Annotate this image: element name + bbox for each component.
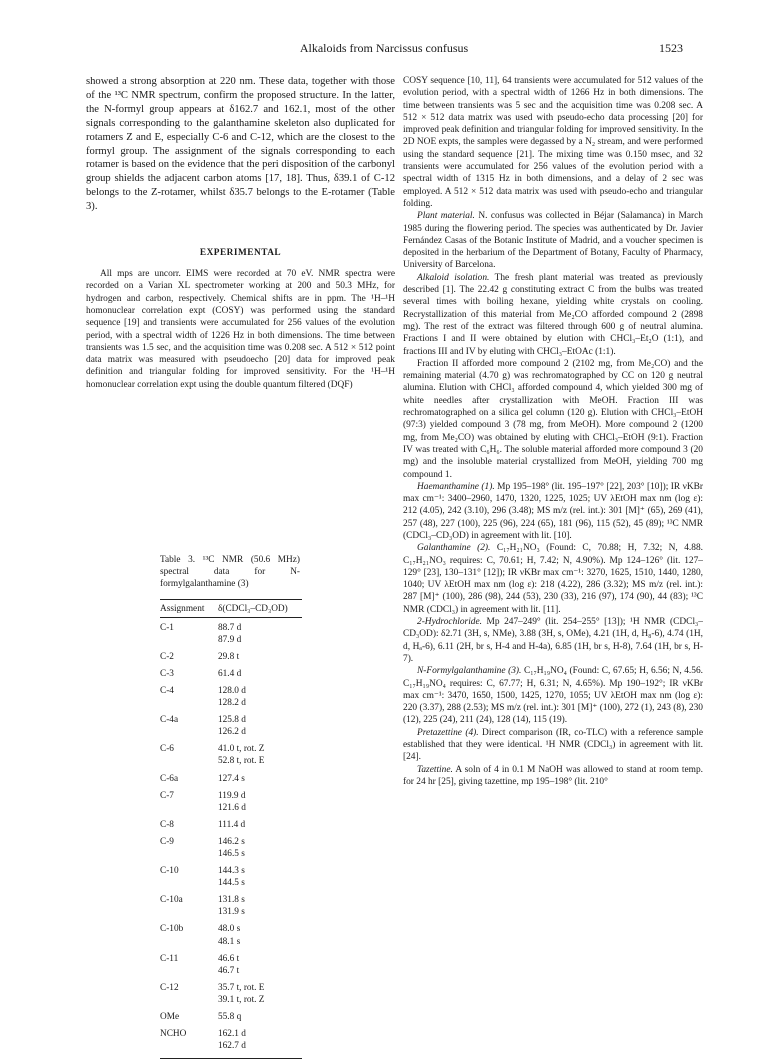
table-row [160, 848, 302, 860]
haemanthamine-text: Mp 195–198° (lit. 195–197° [22], 203° [10]); IR νKBr max cm⁻¹: 3400–2960, 1470, 1320, 1225, 1025; UV λEtOH max nm (log ε): 212 (4.05), 242 (3.10), 296 (3.48); MS m/z (rel. int.): 301 [M]⁺ (65), 269 (41), 257 (48), 227 (100), 225 (96), 224 (65), 181 (96), 115 (52), 45 (89); ¹³C NMR (CDCl₃–CD₃OD) in agreement with lit. [10]. [403, 481, 703, 541]
galanthamine-lead: Galanthamine (2). [417, 543, 491, 554]
assignment-cell [160, 697, 218, 709]
hydrochloride-text: Mp 247–249° (lit. 254–255° [13]); ¹H NMR (CDCl₃–CD₃OD): δ2.71 (3H, s, NMe), 3.88 (3H, s, OMe), 4.21 (1H, d, H₈-6), 4.74 (1H, d, Hₐ-6), 6.11 (2H, br s, H-4 and H-4a), 6.85 (1H, br s, H-8), 7.64 (1H, br s, H-7). [403, 617, 703, 664]
table-caption: Table 3. ¹³C NMR (50.6 MHz) spectral data for N-formylgalanthamine (3) [160, 555, 300, 590]
table-row [160, 877, 302, 889]
table-row [160, 634, 302, 646]
assignment-cell [160, 877, 218, 889]
experimental-general-paragraph: All mps are uncorr. EIMS were recorded at 70 eV. NMR spectra were recorded on a Varian XL spectrometer working at 200 and 50.3 MHz, for hydrogen and carbon, respectively. Chemical shifts are in ppm. The ¹H–¹H homonuclear correlation expt (COSY) was performed using the standard sequence [19] and transients were accumulated for 256 values of the evolution period, with a spectral width of 1226 Hz in both dimensions. The time between transients was 1.5 sec, and the acquisition time was 0.208 sec. A 512 × 512 point data matrix was measured with pseudoecho [20] data for improved peak definition and triangular folding for improved sensitivity. For the ¹H–¹H homonuclear correlation expt using the double quantum filtered (DQF) [86, 269, 395, 390]
shift-cell: 39.1 t, rot. Z [218, 994, 265, 1005]
left-column [86, 75, 395, 391]
assignment-cell [160, 965, 218, 977]
table-row [160, 1040, 302, 1052]
shift-cell: 144.5 s [218, 878, 245, 889]
table-row [160, 685, 302, 697]
assignment-cell [160, 802, 218, 814]
shift-cell: 146.5 s [218, 849, 245, 860]
shift-cell: 119.9 d [218, 790, 246, 801]
assignment-cell [160, 848, 218, 860]
assignment-cell: C-9 [160, 836, 174, 847]
hydrochloride-lead: 2-Hydrochloride. [417, 617, 483, 628]
table-row [160, 1011, 302, 1023]
table-row [160, 965, 302, 977]
assignment-cell [160, 726, 218, 738]
assignment-cell: C-8 [160, 819, 174, 830]
table-row [160, 982, 302, 994]
assignment-cell: C-4 [160, 685, 174, 696]
shift-cell: 126.2 d [218, 727, 246, 738]
shift-cell: 128.2 d [218, 698, 246, 709]
assignment-cell [160, 936, 218, 948]
isolation-lead: Alkaloid isolation. [417, 272, 490, 283]
table-row [160, 755, 302, 767]
assignment-cell: C-3 [160, 668, 174, 679]
assignment-cell: C-10b [160, 924, 184, 935]
pretazettine-paragraph [403, 727, 703, 764]
table-row [160, 714, 302, 726]
formylgalanthamine-lead: N-Formylgalanthamine (3). [417, 666, 522, 677]
assignment-cell: C-10 [160, 866, 179, 877]
shift-cell: 111.4 d [218, 819, 246, 830]
table-row [160, 622, 302, 634]
assignment-cell: OMe [160, 1012, 180, 1023]
assignment-cell: C-11 [160, 953, 179, 964]
page-number: 1523 [659, 41, 683, 55]
table-row [160, 906, 302, 918]
shift-cell: 162.1 d [218, 1029, 246, 1040]
assignment-cell: C-6 [160, 744, 174, 755]
table-header [160, 600, 302, 617]
table-row [160, 802, 302, 814]
assignment-cell [160, 906, 218, 918]
shift-cell: 87.9 d [218, 634, 242, 645]
table-row [160, 1028, 302, 1040]
shift-cell: 128.0 d [218, 685, 246, 696]
shift-cell: 61.4 d [218, 668, 242, 679]
table-row [160, 651, 302, 663]
shift-cell: 162.7 d [218, 1041, 246, 1052]
tazettine-lead: Tazettine. [417, 764, 453, 775]
isolation-text: The fresh plant material was treated as previously described [1]. The 22.42 g constituting extract C from the bulbs was treated several times with boiling hexane, yielding white crystals on cooling. Recrystallization of this material from Me₂CO afforded compound 2 (2898 mg). The rest of the extract was filtered through 600 g of neutral alumina. Fractions I and II were obtained by elution with CHCl₃–Et₂O (1:1), and fractions III and IV by eluting with CHCl₃–EtOAc (1:1). [403, 272, 703, 357]
assignment-cell [160, 755, 218, 767]
haemanthamine-paragraph [403, 481, 703, 542]
results-paragraph: showed a strong absorption at 220 nm. These data, together with those of the ¹³C NMR spectrum, confirm the proposed structure. In the latter, the N-formyl group appears at δ162.7 and 162.1, most of the other signals corresponding to the galanthamine skeleton also duplicated for rotamers Z and E, especially C-6 and C-12, which are the closest to the formyl group. The assignment of the signals corresponding to each rotamer is based on the evidence that the peri disposition of the carbonyl group shields the adjacent carbon atoms [17, 18]. Thus, δ39.1 of C-12 belongs to the Z-rotamer, whilst δ35.7 belongs to the E-rotamer (Table 3). [86, 76, 395, 213]
plant-material-lead: Plant material. [417, 211, 475, 222]
table-row [160, 865, 302, 877]
pretazettine-lead: Pretazettine (4). [417, 727, 479, 738]
section-heading-experimental: EXPERIMENTAL [199, 248, 282, 259]
shift-cell: 46.6 t [218, 953, 240, 964]
shift-cell: 41.0 t, rot. Z [218, 744, 265, 755]
haemanthamine-lead: Haemanthamine (1). [417, 481, 495, 492]
shift-cell: 144.3 s [218, 866, 245, 877]
shift-cell: 131.9 s [218, 907, 245, 918]
shift-cell: 55.8 q [218, 1012, 242, 1023]
assignment-cell: C-4a [160, 715, 179, 726]
galanthamine-paragraph [403, 542, 703, 616]
formylgalanthamine-text: C₁₇H₁₉NO₄ (Found: C, 67.65; H, 6.56; N, 4.56. C₁₇H₁₉NO₄ requires: C, 67.77; H, 6.31; N, 4.65%). Mp 190–192°; IR νKBr max cm⁻¹: 3470, 1650, 1500, 1425, 1270, 1055; UV λEtOH max nm (log ε): 220 (3.37), 288 (2.53); MS m/z (rel. int.): 301 [M]⁺ (100), 272 (1), 243 (8), 230 (12), 225 (24), 211 (24), 128 (14), 115 (19). [403, 666, 703, 726]
assignment-cell: C-10a [160, 895, 183, 906]
assignment-cell: C-12 [160, 982, 179, 993]
table-row [160, 697, 302, 709]
table-row [160, 923, 302, 935]
assignment-cell [160, 1040, 218, 1052]
col-header-shift: δ(CDCl₃–CD₃OD) [218, 603, 288, 614]
table-row [160, 894, 302, 906]
shift-cell: 35.7 t, rot. E [218, 982, 265, 993]
shift-cell: 121.6 d [218, 802, 246, 813]
table-row [160, 936, 302, 948]
plant-material-paragraph [403, 210, 703, 271]
hydrochloride-paragraph [403, 616, 703, 665]
table-row [160, 773, 302, 785]
shift-cell: 131.8 s [218, 895, 245, 906]
isolation-paragraph [403, 272, 703, 358]
table-row [160, 953, 302, 965]
shift-cell: 125.8 d [218, 715, 246, 726]
tazettine-paragraph [403, 764, 703, 789]
shift-cell: 29.8 t [218, 651, 240, 662]
shift-cell: 146.2 s [218, 836, 245, 847]
cosy-paragraph: COSY sequence [10, 11], 64 transients were accumulated for 512 values of the evolution period, with a spectral width of 1266 Hz in both dimensions. The time between transients was 5 sec and the acquisition time was 0.208 sec. A 512 × 512 data matrix was used with pseudo-echo data processing [20] for improved peak definition and triangular folding for improved sensitivity. In the 2D NOE expts, the samples were degassed by a N₂ stream, and were performed using the standard sequence [21]. The mixing time was 0.150 msec, and 32 transients were accumulated for 256 values of the evolution period with a spectral width of 1315 Hz in both dimensions, and a delay of 2 sec was employed. A 512 × 512 data matrix was used with pseudo-echo and triangular folding. [403, 76, 703, 209]
assignment-cell: C-6a [160, 773, 179, 784]
galanthamine-text: C₁₇H₂₁NO₃ (Found: C, 70.88; H, 7.32; N, 4.88. C₁₇H₂₁NO₃ requires: C, 70.61; H, 7.42; N, 4.90%). Mp 124–126° (lit. 127–129° [23], 130–131° [12]); IR νKBr max cm⁻¹: 3270, 1625, 1510, 1440, 1280, 1040; UV λEtOH max nm (log ε): 218 (4.22), 286 (3.32); MS m/z (rel. int.): 287 [M]⁺ (100), 286 (98), 244 (53), 230 (33), 216 (97), 174 (90), 44 (83); ¹³C NMR (CDCl₃) in agreement with lit. [11]. [403, 543, 703, 615]
shift-cell: 46.7 t [218, 965, 240, 976]
table-row [160, 668, 302, 680]
table-row [160, 819, 302, 831]
assignment-cell [160, 634, 218, 646]
shift-cell: 48.1 s [218, 936, 241, 947]
shift-cell: 127.4 s [218, 773, 245, 784]
table-row [160, 743, 302, 755]
col-header-assignment: Assignment [160, 603, 205, 614]
shift-cell: 48.0 s [218, 924, 241, 935]
formylgalanthamine-paragraph [403, 665, 703, 726]
right-column [403, 75, 703, 788]
shift-cell: 88.7 d [218, 622, 242, 633]
nmr-table [160, 554, 302, 1059]
running-head: Alkaloids from Narcissus confusus [299, 41, 469, 55]
assignment-cell [160, 994, 218, 1006]
fraction-paragraph: Fraction II afforded more compound 2 (2102 mg, from Me₂CO) and the remaining material (4.70 g) was rechromatographed by CC on 120 g neutral alumina. Elution with CHCl₃ afforded compound 4, which yielded 300 mg of white needles after crystallization with MeOH. Fraction III was rechromatographed on a silica gel column (120 g). Elution with CHCl₃–EtOH (97:3) yielded compound 3 (78 mg, from MeOH). More compound 2 (1200 mg, from Me₂CO) was obtained by eluting with CHCl₃–EtOH (9:1). Fraction IV was treated with C₆H₆. The soluble material afforded more compound 3 (20 mg) and the insoluble material crystallized from MeOH, yielding 700 mg compound 1. [403, 358, 703, 480]
table-row [160, 994, 302, 1006]
shift-cell: 52.8 t, rot. E [218, 756, 265, 767]
pretazettine-text: Direct comparison (IR, co-TLC) with a reference sample established that they were identical. ¹H NMR (CDCl₃) in agreement with lit. [24]. [403, 727, 703, 763]
assignment-cell: C-1 [160, 622, 174, 633]
assignment-cell: NCHO [160, 1029, 187, 1040]
table-row [160, 836, 302, 848]
tazettine-text: A soln of 4 in 0.1 M NaOH was allowed to stand at room temp. for 24 hr [25], giving tazettine, mp 195–198° (lit. 210° [403, 764, 703, 787]
table-body [160, 618, 302, 1053]
assignment-cell: C-7 [160, 790, 174, 801]
plant-material-text: N. confusus was collected in Béjar (Salamanca) in March 1985 during the flowering period. The species was authenticated by Dr. Javier Fernández Casas of the Botanic Institute of Madrid, and a voucher specimen is deposited in the herbarium of the Department of Botany, Faculty of Pharmacy, University of Barcelona. [403, 211, 703, 271]
table-row [160, 726, 302, 738]
table-row [160, 790, 302, 802]
assignment-cell: C-2 [160, 651, 174, 662]
